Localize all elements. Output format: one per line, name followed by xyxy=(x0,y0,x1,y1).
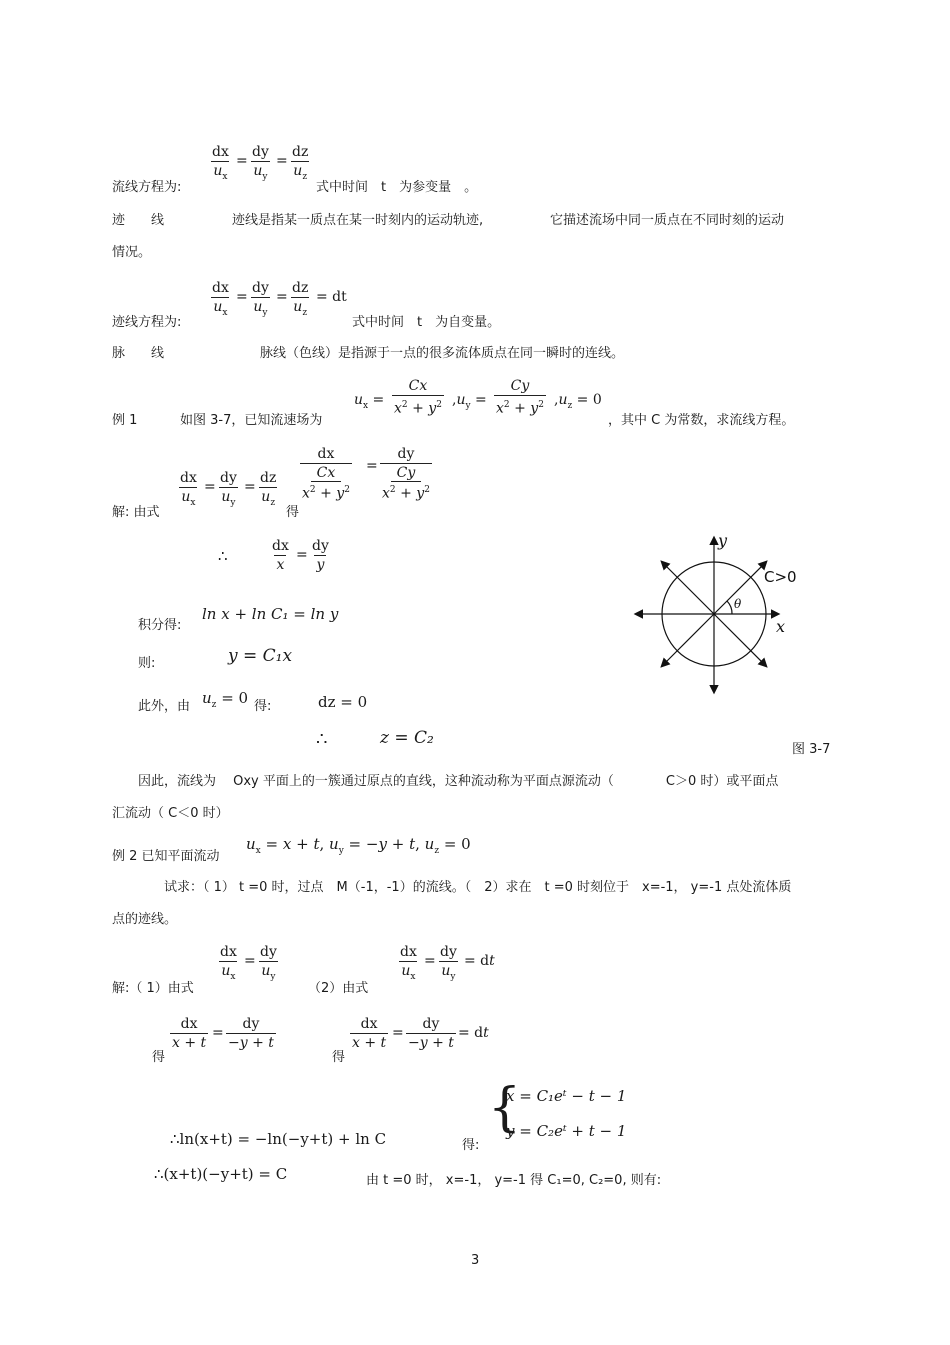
dz-zero-eq: dz = 0 xyxy=(318,693,368,711)
pathline-frac-dx: $\frac{dx}{u_x}$ xyxy=(210,280,231,321)
solution2-pathline-lhs: $\frac{dx}{x + t}$ xyxy=(352,1016,387,1051)
uz-zero: $u_z = 0$ xyxy=(202,689,249,710)
figure-axis-y: y xyxy=(718,531,728,550)
equals-sign: = xyxy=(296,547,308,563)
equals-sign: = xyxy=(276,289,288,305)
integrate-eq: ln x + ln C₁ = ln y xyxy=(202,605,339,623)
figure-3-7 xyxy=(628,528,818,708)
example1-tail: ，其中 C 为常数，求流线方程。 xyxy=(608,413,795,428)
solution2-de-1: 得 xyxy=(152,1050,166,1065)
streamline-frac-dx: $\frac{dx}{u_x}$ xyxy=(210,144,231,185)
streamline-frac-dz: $\frac{dz}{u_z}$ xyxy=(290,144,310,185)
equals-sign: = xyxy=(212,1025,224,1041)
figure-condition: C>0 xyxy=(764,568,797,586)
conclusion-line-1: 因此，流线为 Oxy 平面上的一簇通过原点的直线，这种流动称为平面点源流动（ C＞0 时）或平面点 xyxy=(138,774,779,789)
example1-label: 例 1 xyxy=(112,413,138,428)
solution1-reduced-lhs: $\frac{dx}{x}$ xyxy=(272,538,289,573)
figure-caption: 图 3-7 xyxy=(792,742,831,757)
product-equation: ∴(x+t)(−y+t) = C xyxy=(154,1165,288,1183)
example2-velocity: $u_x = x + t$, $u_y = -y + t$, $u_z = 0$ xyxy=(246,835,471,856)
log-equation: ∴ln(x+t) = −ln(−y+t) + ln C xyxy=(170,1130,387,1148)
streakline-term: 脉 线 xyxy=(112,346,165,361)
solution1-reduced-rhs: $\frac{dy}{y}$ xyxy=(312,538,329,573)
example1-velocity-field: $u_x$ = $\frac{Cx}{x^2 + y^2}$ $,u_y$ = $\frac{Cy}{x^2 + y^2}$ $,u_z = 0$ xyxy=(354,378,602,417)
streamline-label: 流线方程为: xyxy=(112,180,182,195)
figure-axis-x: x xyxy=(776,617,786,636)
equals-sign: = xyxy=(244,953,256,969)
z-const-eq: z = C₂ xyxy=(380,728,434,748)
system-eq-x: x = C₁eᵗ − t − 1 xyxy=(506,1087,627,1105)
example2-task-1: 试求：（ 1） t =0 时，过点 M（-1，-1）的流线。（ 2）求在 t =0 时刻位于 x=-1， y=-1 点处流体质 xyxy=(164,880,792,895)
equals-sign: = xyxy=(392,1025,404,1041)
integrate-label: 积分得: xyxy=(138,618,182,633)
example2-label: 例 2 已知平面流动 xyxy=(112,849,220,864)
streakline-desc: 脉线（色线）是指源于一点的很多流体质点在同一瞬时的连线。 xyxy=(260,346,625,361)
solution2-streamline-lhs: $\frac{dx}{x + t}$ xyxy=(172,1016,207,1051)
solution2-pathline-dx: $\frac{dx}{u_x}$ xyxy=(398,944,419,985)
then-label: 则: xyxy=(138,656,156,671)
solution2-frac-dx: $\frac{dx}{u_x}$ xyxy=(218,944,239,985)
streamline-frac-dy: $\frac{dy}{u_y}$ xyxy=(250,144,271,185)
solution1-de: 得 xyxy=(286,505,300,520)
final-statement: 由 t =0 时， x=-1， y=-1 得 C₁=0, C₂=0, 则有: xyxy=(366,1173,662,1188)
page-number: 3 xyxy=(471,1253,480,1268)
equals-sign: = xyxy=(236,153,248,169)
then-eq: y = C₁x xyxy=(228,646,293,666)
figure-radial-lines xyxy=(636,538,778,692)
solution2-part2: （2）由式 xyxy=(308,981,369,996)
solution1-frac-dz: $\frac{dz}{u_z}$ xyxy=(258,470,278,511)
pathline-frac-dy: $\frac{dy}{u_y}$ xyxy=(250,280,271,321)
therefore-symbol: ∴ xyxy=(316,729,328,750)
therefore-symbol: ∴ xyxy=(218,547,228,565)
solution2-de-2: 得 xyxy=(332,1050,346,1065)
equals-sign: = xyxy=(204,479,216,495)
pathline-tail: = dt xyxy=(316,289,347,305)
equals-sign: = xyxy=(236,289,248,305)
system-eq-y: y = C₂eᵗ + t − 1 xyxy=(506,1122,627,1140)
solution2-frac-dy: $\frac{dy}{u_y}$ xyxy=(258,944,279,985)
pathline-frac-dz: $\frac{dz}{u_z}$ xyxy=(290,280,310,321)
also-mid: 得: xyxy=(254,699,272,714)
equals-sign: = xyxy=(244,479,256,495)
equals-sign: = xyxy=(424,953,436,969)
pathline-label: 迹线方程为: xyxy=(112,315,182,330)
figure-angle: θ xyxy=(734,597,742,611)
solution2-label: 解:（ 1）由式 xyxy=(112,981,194,996)
solution2-streamline-rhs: $\frac{dy}{-y + t}$ xyxy=(228,1016,274,1051)
solution2-de-3: 得: xyxy=(462,1138,480,1153)
solution1-compound-fraction: dx Cx $x^2 + y^2$ = dy Cy $x^2 + y^2$ xyxy=(302,446,430,502)
pathline-term: 迹 线 xyxy=(112,213,165,228)
solution2-pathline-rhs: $\frac{dy}{-y + t}$ xyxy=(408,1016,454,1051)
system-brace: { xyxy=(488,1078,522,1138)
solution1-frac-dx: $\frac{dx}{u_x}$ xyxy=(178,470,199,511)
equals-sign: = xyxy=(276,153,288,169)
example2-task-2: 点的迹线。 xyxy=(112,912,178,927)
pathline-note: 式中时间 t 为自变量。 xyxy=(352,315,501,330)
pathline-desc-1: 迹线是指某一质点在某一时刻内的运动轨迹, xyxy=(232,213,484,228)
example1-text: 如图 3-7，已知流速场为 xyxy=(180,413,323,428)
solution2-pathline-dy: $\frac{dy}{u_y}$ xyxy=(438,944,459,985)
solution1-label: 解: 由式 xyxy=(112,505,160,520)
solution2-pathline-dt: = dt xyxy=(458,1025,489,1041)
streamline-note: 式中时间 t 为参变量 。 xyxy=(316,180,478,195)
also-label: 此外，由 xyxy=(138,699,191,714)
pathline-desc-3: 情况。 xyxy=(112,245,152,260)
conclusion-line-2: 汇流动（ C＜0 时） xyxy=(112,806,229,821)
solution2-pathline-dt: = dt xyxy=(464,953,495,969)
solution1-frac-dy: $\frac{dy}{u_y}$ xyxy=(218,470,239,511)
pathline-desc-2: 它描述流场中同一质点在不同时刻的运动 xyxy=(550,213,785,228)
